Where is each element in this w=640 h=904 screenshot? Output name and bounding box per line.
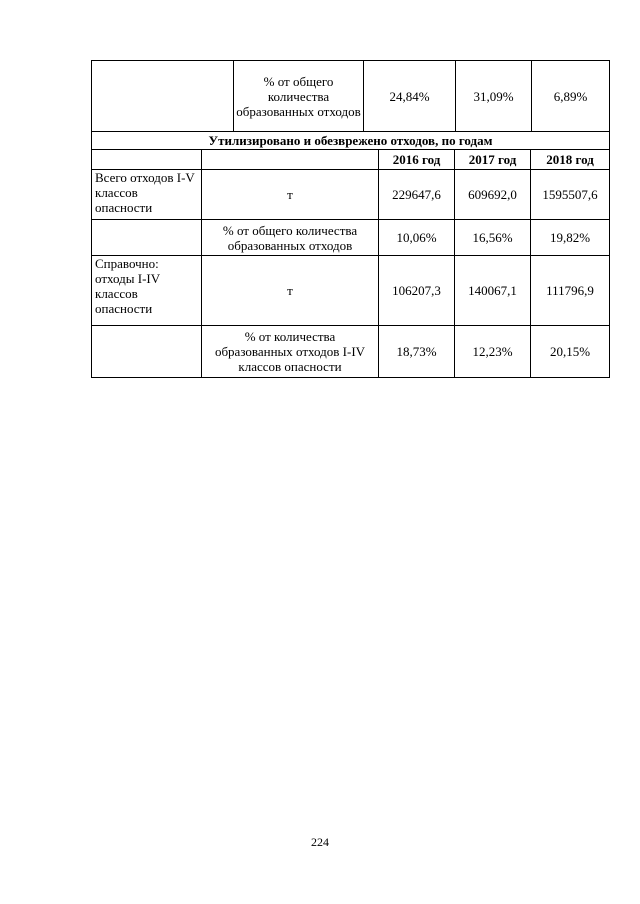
value-cell: 19,82% <box>531 220 610 256</box>
empty-cell <box>92 150 202 170</box>
unit-cell: т <box>202 170 379 220</box>
value-cell: 6,89% <box>532 61 610 132</box>
empty-cell <box>202 150 379 170</box>
value-cell: 609692,0 <box>455 170 531 220</box>
value-cell: 31,09% <box>456 61 532 132</box>
continued-table-fragment <box>91 60 610 132</box>
value-cell: 16,56% <box>455 220 531 256</box>
unit-cell: % от общего количества образованных отходов <box>202 220 379 256</box>
value-cell: 20,15% <box>531 326 610 378</box>
category-cell <box>92 220 202 256</box>
unit-cell: т <box>202 256 379 326</box>
table-row <box>92 220 610 256</box>
year-header: 2018 год <box>531 150 610 170</box>
row-label: % от общего количества образованных отходов <box>234 61 364 132</box>
value-cell: 106207,3 <box>379 256 455 326</box>
value-cell: 12,23% <box>455 326 531 378</box>
category-cell: Справочно: отходы I-IV классов опасности <box>92 256 202 326</box>
section-title: Утилизировано и обезврежено отходов, по годам <box>92 132 610 150</box>
table-row <box>92 61 610 132</box>
value-cell: 10,06% <box>379 220 455 256</box>
value-cell: 229647,6 <box>379 170 455 220</box>
category-cell <box>92 326 202 378</box>
year-header: 2017 год <box>455 150 531 170</box>
table-row <box>92 256 610 326</box>
unit-cell: % от количества образованных отходов I-IV классов опасности <box>202 326 379 378</box>
value-cell: 111796,9 <box>531 256 610 326</box>
page-number: 224 <box>311 835 329 849</box>
year-header: 2016 год <box>379 150 455 170</box>
table-row <box>92 326 610 378</box>
year-header-row <box>92 150 610 170</box>
table-row <box>92 170 610 220</box>
category-cell: Всего отходов I-V классов опасности <box>92 170 202 220</box>
section-title-row <box>92 132 610 150</box>
value-cell: 1595507,6 <box>531 170 610 220</box>
empty-cell <box>92 61 234 132</box>
value-cell: 24,84% <box>364 61 456 132</box>
waste-utilization-table <box>91 131 610 378</box>
value-cell: 140067,1 <box>455 256 531 326</box>
value-cell: 18,73% <box>379 326 455 378</box>
